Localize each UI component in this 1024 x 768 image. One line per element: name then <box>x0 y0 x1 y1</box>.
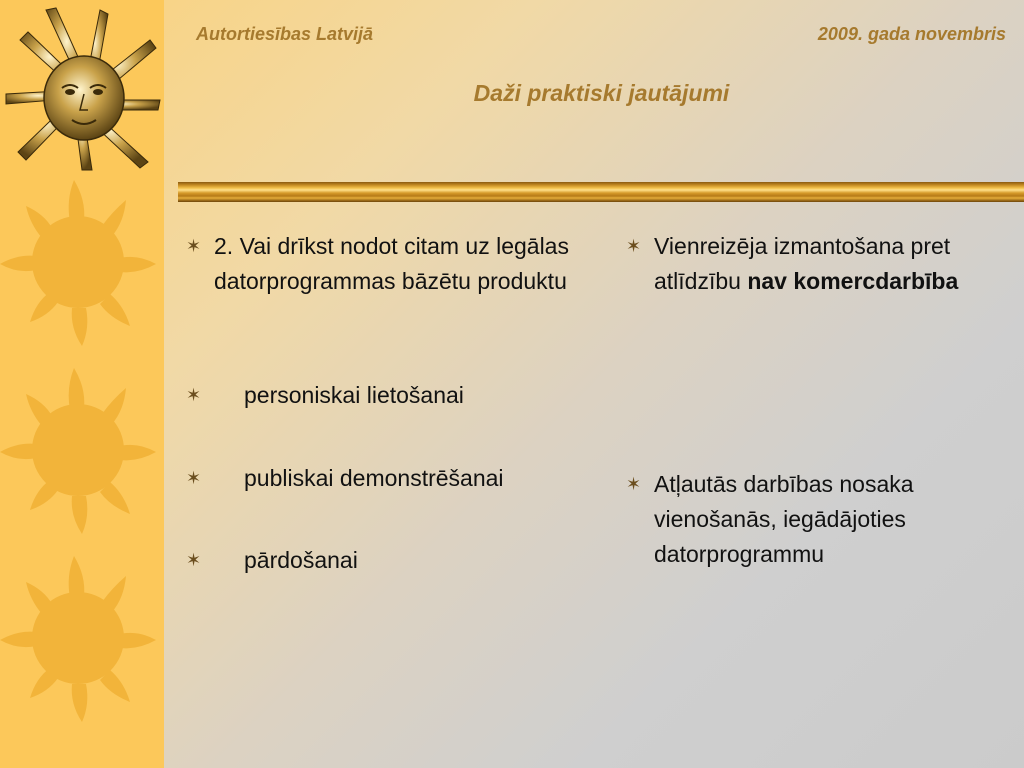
bullet-star-icon: ✶ <box>626 474 642 494</box>
left-bullet-question <box>186 229 594 299</box>
right-bullet-one-time-use <box>626 229 1004 299</box>
header-right-date: 2009. gada novembris <box>817 24 1006 44</box>
bullet-star-icon: ✶ <box>186 468 202 488</box>
left-bullet-public-demo <box>186 461 594 496</box>
bullet-star-icon: ✶ <box>186 385 202 405</box>
gold-divider <box>178 182 1024 202</box>
bullet-star-icon: ✶ <box>186 550 202 570</box>
sidebar-sun-art <box>0 0 164 768</box>
header-left-text: Autortiesības Latvijā <box>196 24 374 44</box>
bullet-star-icon: ✶ <box>626 236 642 256</box>
left-bullet-4-text: pārdošanai <box>244 547 358 573</box>
right-bullet-permitted-actions <box>626 467 1004 572</box>
left-bullet-2-text: personiskai lietošanai <box>244 382 464 408</box>
sun-icon <box>0 556 156 722</box>
slide-title: Daži praktiski jautājumi <box>473 80 730 106</box>
sun-icon <box>0 368 156 534</box>
right-bullet-1-text: Vienreizēja izmantošana pret atlīdzību <box>654 233 951 294</box>
right-bullet-2-text: Atļautās darbības nosaka vienošanās, iegādājoties datorprogrammu <box>654 471 914 567</box>
right-bullet-1-bold: nav komercdarbība <box>747 268 959 294</box>
sun-face-icon <box>6 8 160 170</box>
bullet-star-icon: ✶ <box>186 236 202 256</box>
left-bullet-3-text: publiskai demonstrēšanai <box>244 465 504 491</box>
left-bullet-personal-use <box>186 378 594 413</box>
sidebar-decoration <box>0 0 164 768</box>
left-bullet-1-text: 2. Vai drīkst nodot citam uz legālas datorprogrammas bāzētu produktu <box>214 233 569 294</box>
left-bullet-sale <box>186 543 594 578</box>
sun-icon <box>0 180 156 346</box>
